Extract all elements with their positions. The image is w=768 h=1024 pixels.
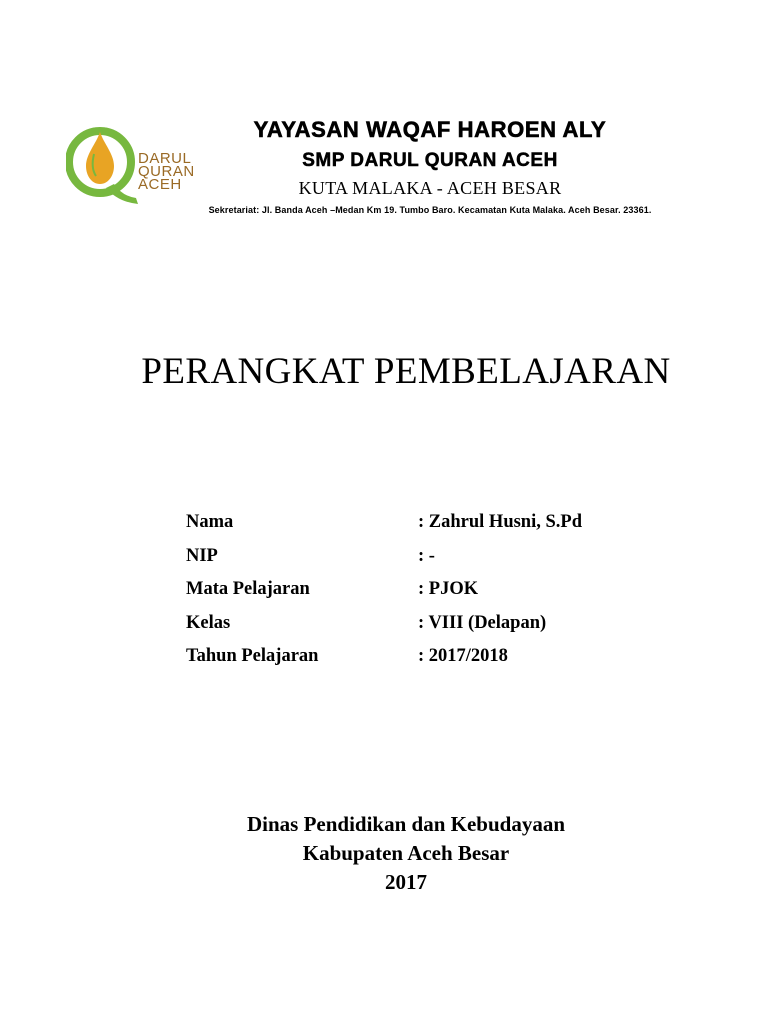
info-label: Mata Pelajaran bbox=[186, 579, 310, 599]
info-value: : VIII (Delapan) bbox=[418, 612, 547, 633]
logo-word-3: ACEH bbox=[138, 176, 182, 193]
info-label: Tahun Pelajaran bbox=[186, 646, 319, 666]
secretariat-address: Sekretariat: Jl. Banda Aceh –Medan Km 19. Tumbo Baro. Kecamatan Kuta Malaka. Aceh Besar. 23361. bbox=[208, 205, 652, 215]
footer-year: 2017 bbox=[385, 870, 427, 894]
footer-department: Dinas Pendidikan dan Kebudayaan bbox=[246, 812, 566, 836]
school-logo bbox=[66, 118, 206, 210]
footer-regency: Kabupaten Aceh Besar bbox=[302, 841, 510, 865]
logo-word-2: QURAN bbox=[138, 163, 195, 180]
logo-word-1: DARUL bbox=[138, 150, 192, 167]
info-label: Kelas bbox=[186, 612, 231, 633]
logo-q-icon bbox=[66, 118, 146, 210]
school-location: KUTA MALAKA - ACEH BESAR bbox=[298, 178, 562, 198]
info-value: : Zahrul Husni, S.Pd bbox=[418, 512, 582, 532]
school-name: SMP DARUL QURAN ACEH bbox=[302, 150, 558, 171]
footer-block bbox=[0, 810, 768, 897]
organization-name: YAYASAN WAQAF HAROEN ALY bbox=[253, 117, 607, 142]
logo-wordmark bbox=[138, 152, 195, 191]
info-value: : 2017/2018 bbox=[418, 646, 508, 666]
info-label: Nama bbox=[186, 512, 234, 532]
info-label: NIP bbox=[186, 545, 218, 566]
info-value: : PJOK bbox=[418, 579, 479, 599]
info-value: : - bbox=[418, 545, 435, 566]
document-title: PERANGKAT PEMBELAJARAN bbox=[141, 351, 671, 392]
